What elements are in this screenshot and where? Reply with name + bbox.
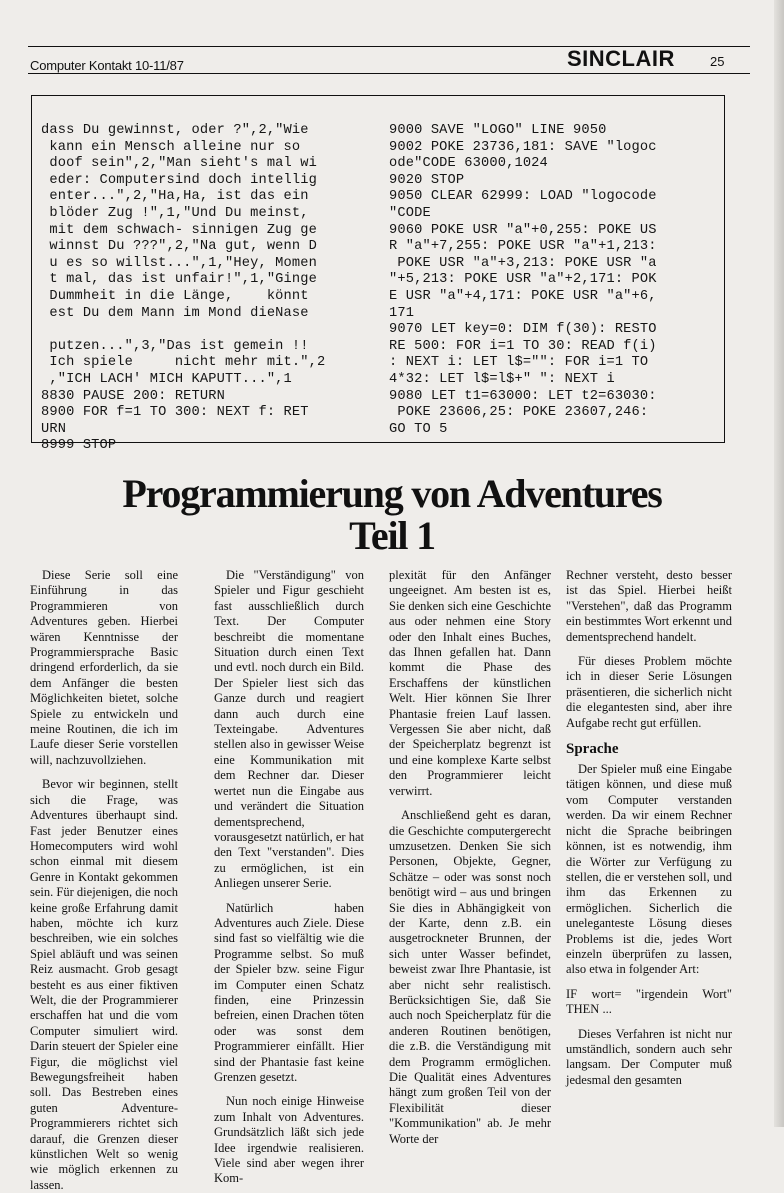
paragraph: Diese Serie soll eine Einführung in das Programmieren von Adventures geben. Hierbei wären Kenntnisse der Programmiersprache Basic dringend erforderlich, da sie dem Anfänger die besten Möglichkeiten bietet, solche Spiele zu entwickeln und meine Routinen, die ich im Laufe dieser Serie vorstellen will, nachzuvollziehen. bbox=[30, 568, 178, 767]
listing-line: t mal, das ist unfair!",1,"Ginge bbox=[41, 272, 318, 288]
listing-right-column bbox=[389, 123, 657, 438]
listing-line: winnst Du ???",2,"Na gut, wenn D bbox=[41, 239, 318, 255]
section-heading: Sprache bbox=[566, 741, 619, 758]
listing-line: 8830 PAUSE 200: RETURN bbox=[41, 388, 226, 404]
paragraph: Dieses Verfahren ist nicht nur umständlich, sondern auch sehr langsam. Der Computer muß jedesmal den gesamten bbox=[566, 1026, 732, 1087]
article-subtitle: Teil 1 bbox=[349, 513, 435, 558]
listing-line: putzen...",3,"Das ist gemein !! bbox=[41, 338, 309, 354]
paragraph: Die "Verständigung" von Spieler und Figur geschieht fast ausschließlich durch Text. Der Computer beschreibt die momentane Situation durch einen Text und evtl. noch durch ein Bild. Der Spieler liest sich das Ganze durch und reagiert dann auch durch eine Texteingabe. Adventures stellen also in gewisser Weise eine Kommunikation mit dem Rechner dar. Dieser wertet nun die Eingabe aus und verändert die Situation dementsprechend, vorausgesetzt natürlich, er hat den Text "verstanden". Dies zu ermöglichen, ist ein Anliegen unserer Serie. bbox=[214, 568, 364, 891]
paragraph: Bevor wir beginnen, stellt sich die Frage, was Adventures überhaupt sind. Fast jeder Benutzer eines Homecomputers wird wohl schon einmal mit diesem Genre in Kontakt gekommen sein. Für diejenigen, die noch keine große Erfahrung damit haben, möchte ich kurz beschreiben, wie ein solches Spiel abläuft und was seinen Reiz ausmacht. Grob gesagt besteht es aus einer fiktiven Welt, die der Programmierer erschaffen hat und die vom Computer simuliert wird. Darin steuert der Spieler eine Figur, die möglichst viel Bewegungsfreiheit haben soll. Das Bestreben eines guten Adventure-Programmierers richtet sich darauf, die Grenzen dieser künstlichen Welt so wenig wie möglich erkennen zu lassen. bbox=[30, 777, 178, 1192]
listing-line: URN bbox=[41, 421, 67, 437]
listing-line: 171 bbox=[389, 305, 415, 321]
article-column-4 bbox=[566, 568, 732, 1088]
listing-line: 9080 LET t1=63000: LET t2=63030: bbox=[389, 388, 657, 404]
listing-line: Ich spiele nicht mehr mit.",2 bbox=[41, 355, 326, 371]
listing-line: eder: Computersind doch intellig bbox=[41, 172, 318, 188]
publication-name: Computer Kontakt 10-11/87 bbox=[30, 58, 184, 73]
paragraph: plexität für den Anfänger ungeeignet. Am besten ist es, Sie denken sich eine Geschichte aus oder nehmen eine Story oder den Inhalt eines Buches, das Ihnen gefallen hat. Dann kommt die Phase des Erschaffens der künstlichen Welt. Hier können Sie Ihrer Phantasie freien Lauf lassen. Vergessen Sie aber nicht, daß der Speicherplatz begrenzt ist und eine komplexe Karte selbst den Programmierer leicht verwirrt. bbox=[389, 568, 551, 798]
listing-line: 9020 STOP bbox=[389, 172, 465, 188]
paragraph: Anschließend geht es daran, die Geschichte computergerecht umzusetzen. Denken Sie sich Personen, Objekte, Gegner, Schätze – oder was sonst noch benötigt wird – aus und bringen Sie dies in Abhängigkeit von der Karte, denn z.B. ein ausgetrockneter Brunnen, der sich unter Wasser befindet, beweist zwar Ihre Phantasie, ist aber nicht sehr realistisch. Berücksichtigen Sie, daß Sie auch noch Speicherplatz für die anderen Routinen benötigen, die z.B. die Verständigung mit dem Programm ermöglichen. Die Qualität eines Adventures hängt zum großen Teil von der Flexibilität dieser "Kommunikation" ab. Je mehr Worte der bbox=[389, 808, 551, 1146]
paragraph: Für dieses Problem möchte ich in dieser Serie Lösungen präsentieren, die sicherlich nicht die elegantesten sind, aber ihre Aufgabe recht gut erfüllen. bbox=[566, 654, 732, 730]
listing-line: 8999 STOP bbox=[41, 438, 117, 454]
listing-line: 9002 POKE 23736,181: SAVE "logoc bbox=[389, 139, 657, 155]
article-column-3 bbox=[389, 568, 551, 1147]
listing-line: E USR "a"+4,171: POKE USR "a"+6, bbox=[389, 288, 657, 304]
listing-line: 8900 FOR f=1 TO 300: NEXT f: RET bbox=[41, 405, 309, 421]
paragraph: Der Spieler muß eine Eingabe tätigen können, und diese muß vom Computer verstanden werden. Da wir einem Rechner nicht die Sprache beibringen können, ist es notwendig, ihm die Wörter zur Verfügung zu stellen, die er verstehen soll, und ihm das Erkennen zu ermöglichen. Sicherlich die uneleganteste Lösung dieses Problems ist die, jedes Wort einzeln überprüfen zu lassen, also etwa in folgender Art: bbox=[566, 762, 732, 977]
listing-line: enter...",2,"Ha,Ha, ist das ein bbox=[41, 189, 309, 205]
listing-line: 9070 LET key=0: DIM f(30): RESTO bbox=[389, 322, 657, 338]
listing-line: 9000 SAVE "LOGO" LINE 9050 bbox=[389, 123, 607, 138]
listing-line: POKE 23606,25: POKE 23607,246: bbox=[389, 405, 649, 421]
code-example: IF wort= "irgendein Wort" THEN ... bbox=[566, 986, 732, 1017]
paragraph: Natürlich haben Adventures auch Ziele. Diese sind fast so vielfältig wie die Programme selbst. So muß der Spieler bzw. seine Figur im Computer einen Schatz finden, eine Prinzessin befreien, einen Drachen töten oder was sonst dem Programmierer einfällt. Hier sind der Phantasie fast keine Grenzen gesetzt. bbox=[214, 900, 364, 1084]
page-edge-shadow bbox=[774, 0, 784, 1127]
listing-line: 9060 POKE USR "a"+0,255: POKE US bbox=[389, 222, 657, 238]
listing-line: dass Du gewinnst, oder ?",2,"Wie bbox=[41, 123, 309, 138]
article-title: Programmierung von Adventures bbox=[122, 471, 662, 516]
listing-line: 9050 CLEAR 62999: LOAD "logocode bbox=[389, 189, 657, 205]
listing-line: 4*32: LET l$=l$+" ": NEXT i bbox=[389, 371, 615, 387]
paragraph: Nun noch einige Hinweise zum Inhalt von Adventures. Grundsätzlich läßt sich jede Idee irgendwie realisieren. Viele sind aber wegen ihrer Kom- bbox=[214, 1094, 364, 1186]
listing-line: RE 500: FOR i=1 TO 30: READ f(i) bbox=[389, 338, 657, 354]
listing-line: "+5,213: POKE USR "a"+2,171: POK bbox=[389, 272, 657, 288]
listing-line: kann ein Mensch alleine nur so bbox=[41, 139, 301, 155]
listing-line: Dummheit in die Länge, könnt bbox=[41, 288, 309, 304]
listing-line: ode"CODE 63000,1024 bbox=[389, 156, 548, 172]
listing-line: R "a"+7,255: POKE USR "a"+1,213: bbox=[389, 239, 657, 255]
listing-line: : NEXT i: LET l$="": FOR i=1 TO bbox=[389, 355, 649, 371]
listing-line: POKE USR "a"+3,213: POKE USR "a bbox=[389, 255, 657, 271]
listing-line: blöder Zug !",1,"Und Du meinst, bbox=[41, 205, 309, 221]
section-title: SINCLAIR bbox=[567, 46, 675, 71]
listing-line: mit dem schwach- sinnigen Zug ge bbox=[41, 222, 318, 238]
listing-line: GO TO 5 bbox=[389, 421, 448, 437]
listing-line: est Du dem Mann im Mond dieNase bbox=[41, 305, 309, 321]
listing-line: u es so willst...",1,"Hey, Momen bbox=[41, 255, 318, 271]
listing-line: "CODE bbox=[389, 205, 431, 221]
header-bottom-rule bbox=[28, 73, 750, 74]
listing-line: doof sein",2,"Man sieht's mal wi bbox=[41, 156, 318, 172]
listing-line: ,"ICH LACH' MICH KAPUTT...",1 bbox=[41, 371, 292, 387]
article-column-1 bbox=[30, 568, 178, 1193]
listing-left-column bbox=[41, 123, 325, 455]
article-column-2 bbox=[214, 568, 364, 1187]
page-number: 25 bbox=[710, 54, 725, 69]
basic-listing-box bbox=[31, 95, 725, 454]
paragraph: Rechner versteht, desto besser ist das Spiel. Hierbei heißt "Verstehen", daß das Programm ein bestimmtes Wort erkennt und dementsprechend handelt. bbox=[566, 568, 732, 644]
